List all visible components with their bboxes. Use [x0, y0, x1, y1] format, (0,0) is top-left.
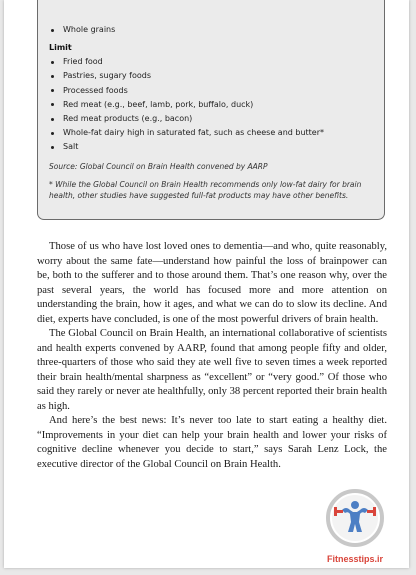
list-item: Fried food [49, 55, 384, 69]
list-item: Red meat (e.g., beef, lamb, pork, buffalo, duck) [49, 98, 384, 112]
diet-sidebar-box [37, 0, 385, 220]
limit-list [49, 55, 384, 154]
list-item: Whole-fat dairy high in saturated fat, such as cheese and butter* [49, 126, 384, 140]
paragraph: The Global Council on Brain Health, an international collaborative of scientists and health experts convened by AARP, found that among people fifty and older, three-quarters of those who said they ate well five to seven times a week reported their brain health/mental sharpness as “excellent” or “very good.” Of those who said they rarely or never ate healthfully, only 38 percent reported their brain health as high. [37, 328, 387, 412]
list-item: Salt [49, 140, 384, 154]
watermark-text: Fitnesstips.ir [326, 554, 384, 564]
source-note: Source: Global Council on Brain Health convened by AARP [49, 161, 268, 171]
body-text [37, 240, 387, 472]
fitnesstips-watermark-logo [320, 488, 390, 570]
footnote: * While the Global Council on Brain Health recommends only low-fat dairy for brain health, other studies have suggested full-fat products may have other benefits. [49, 179, 362, 200]
list-item: Whole grains [49, 23, 384, 37]
list-item: Red meat products (e.g., bacon) [49, 112, 384, 126]
list-item: Pastries, sugary foods [49, 69, 384, 83]
eat-list [49, 23, 384, 37]
paragraph: And here’s the best news: It’s never too late to start eating a healthy diet. “Improvements in your diet can help your brain health and lower your risks of cognitive decline whenever you decide to start,” says Sarah Lenz Lock, the executive director of the Global Council on Brain Health. [37, 415, 387, 470]
list-item: Processed foods [49, 84, 384, 98]
paragraph: Those of us who have lost loved ones to dementia—and who, quite reasonably, worry about the same fate—understand how painful the loss of brainpower can be, both to the sufferer and to those around them. That’s one reason why, over the past several years, the world has focused more and more attention on understanding the brain, how it ages, and what we can do to slow its decline. And diet, experts have concluded, is one of the most powerful drivers of brain health. [37, 241, 387, 325]
limit-heading: Limit [49, 43, 72, 53]
book-page [4, 0, 409, 568]
